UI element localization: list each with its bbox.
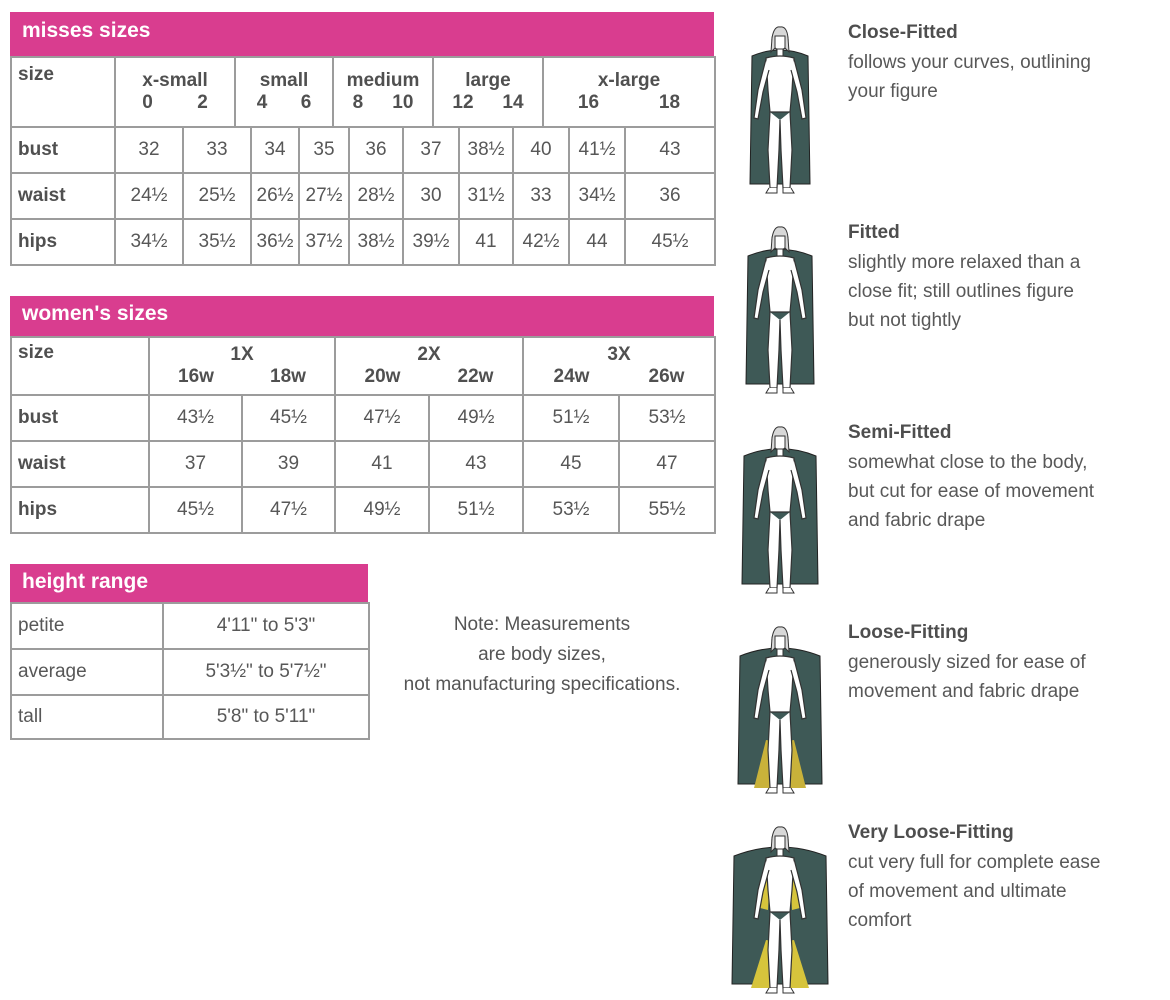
table-cell: 26½: [251, 173, 299, 219]
womens-row-bust: [11, 395, 715, 441]
womens-row-hips: [11, 487, 715, 533]
misses-sizes-section: [10, 12, 714, 266]
row-label: tall: [11, 695, 163, 739]
height-row-petite: [11, 603, 369, 649]
table-cell: 49½: [429, 395, 523, 441]
misses-row-bust: [11, 127, 715, 173]
measurement-note: [372, 610, 712, 700]
womens-sizes-table: [10, 336, 716, 534]
table-cell: 55½: [619, 487, 715, 533]
table-cell: 45: [523, 441, 619, 487]
womens-header-row: [11, 337, 715, 395]
table-cell: 37: [403, 127, 459, 173]
fit-description: follows your curves, outlining your figure: [848, 52, 1091, 102]
misses-group-large: large 12 14: [433, 57, 543, 127]
row-label: bust: [11, 395, 149, 441]
table-cell: 25½: [183, 173, 251, 219]
table-cell: 51½: [523, 395, 619, 441]
table-cell: 40: [513, 127, 569, 173]
table-cell: 41: [335, 441, 429, 487]
note-line: not manufacturing specifications.: [403, 674, 681, 695]
misses-group-x-large: x-large 16 18: [543, 57, 715, 127]
table-cell: 45½: [149, 487, 242, 533]
table-cell: 41½: [569, 127, 625, 173]
table-cell: 41: [459, 219, 513, 265]
fit-description: somewhat close to the body, but cut for ease of movement and fabric drape: [848, 452, 1095, 531]
table-cell: 32: [115, 127, 183, 173]
row-label: petite: [11, 603, 163, 649]
fit-title: Loose-Fitting: [848, 622, 969, 643]
table-cell: 24½: [115, 173, 183, 219]
table-cell: 43: [625, 127, 715, 173]
row-label: waist: [11, 173, 115, 219]
fit-close-fitted: [730, 20, 1170, 210]
row-label: waist: [11, 441, 149, 487]
fit-title: Fitted: [848, 222, 900, 243]
table-cell: 38½: [459, 127, 513, 173]
table-cell: 42½: [513, 219, 569, 265]
table-cell: 37½: [299, 219, 349, 265]
misses-row-waist: [11, 173, 715, 219]
fit-title: Very Loose-Fitting: [848, 822, 1014, 843]
row-label: bust: [11, 127, 115, 173]
figure-semi-fitted-icon: [730, 420, 830, 600]
fit-very-loose-fitting: [730, 820, 1170, 1000]
misses-row-hips: [11, 219, 715, 265]
table-cell: 39: [242, 441, 335, 487]
fit-title: Semi-Fitted: [848, 422, 952, 443]
table-cell: 35½: [183, 219, 251, 265]
row-label: hips: [11, 219, 115, 265]
note-line: are body sizes,: [478, 644, 606, 665]
womens-group-2x: 2X 20w 22w: [335, 337, 523, 395]
womens-sizes-section: [10, 296, 714, 534]
womens-row-waist: [11, 441, 715, 487]
height-row-average: [11, 649, 369, 695]
table-cell: 37: [149, 441, 242, 487]
fit-description: slightly more relaxed than a close fit; still outlines figure but not tightly: [848, 252, 1081, 331]
fit-description: generously sized for ease of movement and fabric drape: [848, 652, 1086, 702]
table-cell: 27½: [299, 173, 349, 219]
womens-sizes-title: women's sizes: [10, 296, 714, 336]
height-range-section: [10, 564, 368, 740]
row-label: hips: [11, 487, 149, 533]
table-cell: 43: [429, 441, 523, 487]
table-cell: 33: [513, 173, 569, 219]
table-cell: 36: [349, 127, 403, 173]
misses-values-table: [10, 126, 716, 266]
height-range-table: [10, 602, 370, 740]
table-cell: 36½: [251, 219, 299, 265]
table-cell: 31½: [459, 173, 513, 219]
table-cell: 28½: [349, 173, 403, 219]
fit-loose-fitting: [730, 620, 1170, 810]
table-cell: 45½: [242, 395, 335, 441]
figure-close-fitted-icon: [730, 20, 830, 200]
table-cell: 51½: [429, 487, 523, 533]
misses-sizes-table: [10, 56, 716, 128]
table-cell: 34½: [569, 173, 625, 219]
table-cell: 35: [299, 127, 349, 173]
table-cell: 34: [251, 127, 299, 173]
table-cell: 33: [183, 127, 251, 173]
table-cell: 53½: [619, 395, 715, 441]
misses-group-medium: medium 8 10: [333, 57, 433, 127]
table-cell: 53½: [523, 487, 619, 533]
table-cell: 44: [569, 219, 625, 265]
note-line: Note: Measurements: [453, 614, 631, 635]
misses-sizes-title: misses sizes: [10, 12, 714, 56]
table-cell: 4'11" to 5'3": [163, 603, 369, 649]
table-cell: 47½: [242, 487, 335, 533]
figure-very-loose-fitting-icon: [730, 820, 830, 1000]
fit-semi-fitted: [730, 420, 1170, 610]
height-row-tall: [11, 695, 369, 739]
table-cell: 45½: [625, 219, 715, 265]
table-cell: 49½: [335, 487, 429, 533]
table-cell: 38½: [349, 219, 403, 265]
womens-group-1x: 1X 16w 18w: [149, 337, 335, 395]
row-label: average: [11, 649, 163, 695]
fit-description: cut very full for complete ease of movement and ultimate comfort: [848, 852, 1101, 931]
figure-loose-fitting-icon: [730, 620, 830, 800]
table-cell: 5'8" to 5'11": [163, 695, 369, 739]
womens-group-3x: 3X 24w 26w: [523, 337, 715, 395]
table-cell: 39½: [403, 219, 459, 265]
table-cell: 36: [625, 173, 715, 219]
table-cell: 5'3½" to 5'7½": [163, 649, 369, 695]
table-cell: 47½: [335, 395, 429, 441]
table-cell: 30: [403, 173, 459, 219]
misses-size-label: size: [11, 57, 115, 127]
fit-title: Close-Fitted: [848, 22, 958, 43]
table-cell: 43½: [149, 395, 242, 441]
womens-size-label: size: [11, 337, 149, 395]
misses-group-x-small: x-small 0 2: [115, 57, 235, 127]
table-cell: 47: [619, 441, 715, 487]
fit-fitted: [730, 220, 1170, 410]
misses-group-small: small 4 6: [235, 57, 333, 127]
misses-header-row: [11, 57, 715, 127]
height-range-title: height range: [10, 564, 368, 602]
figure-fitted-icon: [730, 220, 830, 400]
table-cell: 34½: [115, 219, 183, 265]
